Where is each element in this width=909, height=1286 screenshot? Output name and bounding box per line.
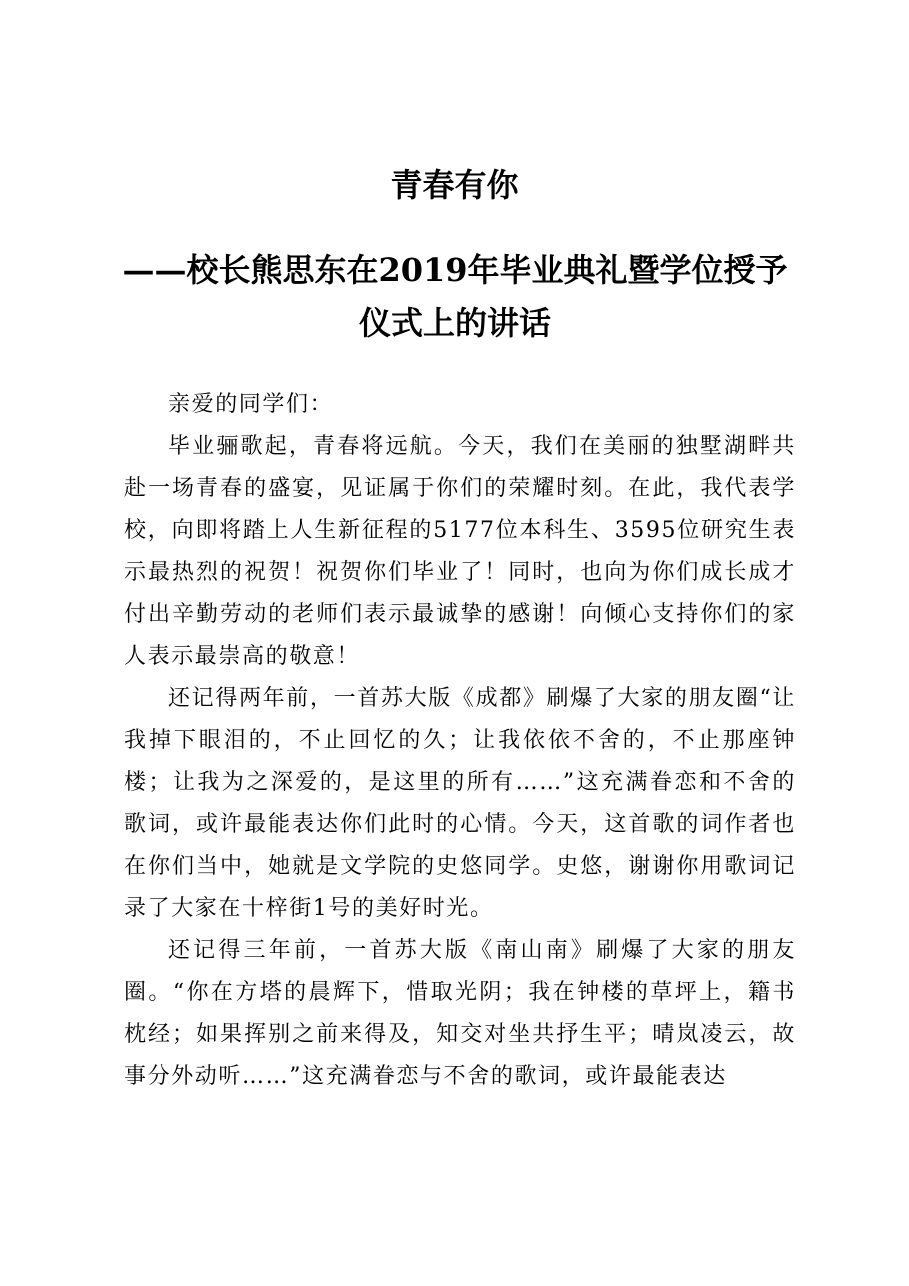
body-paragraph: 还记得三年前，一首苏大版《南山南》刷爆了大家的朋友圈。“你在方塔的晨辉下，惜取光阴；我在钟楼的草坪上，籍书枕经；如果挥别之前来得及，知交对坐共抒生平；晴岚凌云，故事分外动听……”这充满眷恋与不舍的歌词，或许最能表达 [124, 938, 796, 1089]
body-paragraph: 还记得两年前，一首苏大版《成都》刷爆了大家的朋友圈“让我掉下眼泪的，不止回忆的久；让我依依不舍的，不止那座钟楼；让我为之深爱的，是这里的所有……”这充满眷恋和不舍的歌词，或许最能表达你们此时的心情。今天，这首歌的词作者也在你们当中，她就是文学院的史悠同学。史悠，谢谢你用歌词记录了大家在十梓街1号的美好时光。 [124, 686, 796, 921]
body-paragraph: 毕业骊歌起，青春将远航。今天，我们在美丽的独墅湖畔共赴一场青春的盛宴，见证属于你们的荣耀时刻。在此，我代表学校，向即将踏上人生新征程的5177位本科生、3595位研究生表示最热烈的祝贺！祝贺你们毕业了！同时，也向为你们成长成才付出辛勤劳动的老师们表示最诚挚的感谢！向倾心支持你们的家人表示最崇高的敬意！ [124, 434, 796, 669]
document-subtitle: ——校长熊思东在2019年毕业典礼暨学位授予仪式上的讲话 [122, 251, 788, 342]
salutation-paragraph: 亲爱的同学们： [168, 392, 334, 417]
speech-body [124, 384, 796, 1098]
document-title: 青春有你 [390, 166, 519, 204]
